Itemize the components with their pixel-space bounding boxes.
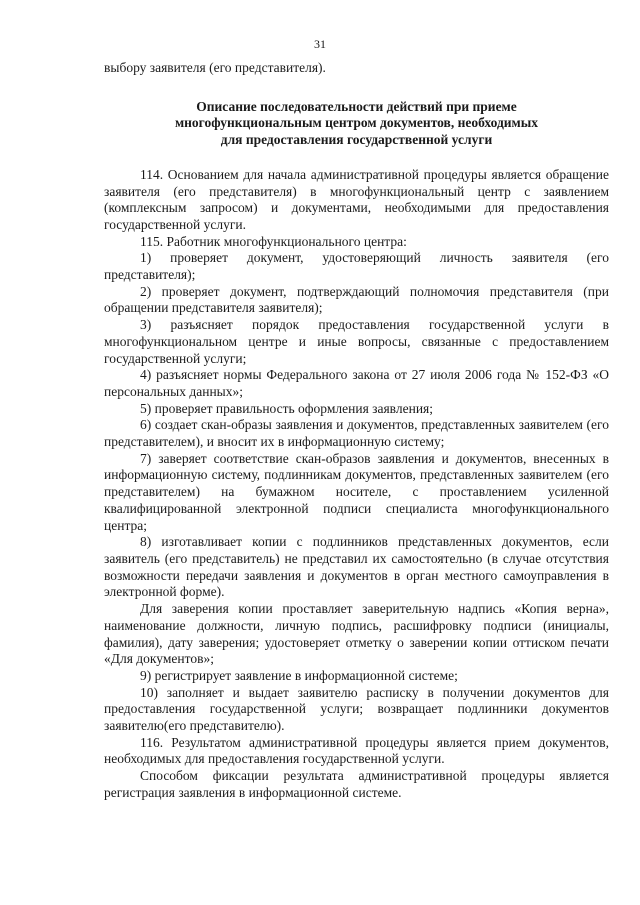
paragraph-114: 114. Основанием для начала административной процедуры является обращение заявителя (его представителя) в многофункциональный центр с заявлением (комплексным запросом) и документами, необходимыми для предоставления государственной услуги. bbox=[104, 166, 609, 232]
document-body bbox=[104, 60, 609, 802]
section-heading bbox=[104, 99, 609, 149]
list-item-6: 6) создает скан-образы заявления и документов, представленных заявителем (его представителем), и вносит их в информационную систему; bbox=[104, 417, 609, 450]
list-item-9: 9) регистрирует заявление в информационной системе; bbox=[140, 667, 458, 683]
heading-line-2: многофункциональным центром документов, необходимых bbox=[174, 115, 539, 131]
intro-line: выбору заявителя (его представителя). bbox=[104, 60, 326, 75]
list-item-10: 10) заполняет и выдает заявителю расписку в получении документов для предоставления государственной услуги; возвращает подлинники документов заявителю(его представителю). bbox=[104, 684, 609, 734]
paragraph-115: 115. Работник многофункционального центра: bbox=[140, 233, 407, 249]
copy-certification-paragraph: Для заверения копии проставляет заверительную надпись «Копия верна», наименование должности, личную подпись, расшифровку подписи (инициалы, фамилия), дату заверения; удостоверяет отметку о заверении копии оттиском печати «Для документов»; bbox=[104, 601, 609, 667]
list-item-7: 7) заверяет соответствие скан-образов заявления и документов, внесенных в информационную систему, подлинникам документов, представленных заявителем (его представителем) на бумажном носителе, с проставлением усиленной квалифицированной электронной подписи специалиста многофункционального центра; bbox=[104, 450, 609, 533]
list-item-2: 2) проверяет документ, подтверждающий полномочия представителя (при обращении представителя заявителя); bbox=[104, 283, 609, 316]
page-number: 31 bbox=[314, 37, 326, 51]
list-item-3: 3) разъясняет порядок предоставления государственной услуги в многофункциональном центре и иные вопросы, связанные с предоставлением государственной услуги; bbox=[104, 317, 609, 366]
heading-line-1: Описание последовательности действий при приеме bbox=[196, 98, 517, 114]
heading-line-3: для предоставления государственной услуги bbox=[220, 132, 493, 148]
fixation-paragraph: Способом фиксации результата административной процедуры является регистрация заявления в информационной системе. bbox=[104, 768, 609, 800]
list-item-8: 8) изготавливает копии с подлинников представленных документов, если заявитель (его представитель) не представил их самостоятельно (в случае отсутствия возможности передачи заявления и документов в орган местного самоуправления в электронной форме). bbox=[104, 534, 609, 600]
list-item-4: 4) разъясняет нормы Федерального закона от 27 июля 2006 года № 152-ФЗ «О персональных данных»; bbox=[104, 367, 609, 399]
paragraph-116: 116. Результатом административной процедуры является прием документов, необходимых для предоставления государственной услуги. bbox=[104, 734, 609, 767]
list-item-1: 1) проверяет документ, удостоверяющий личность заявителя (его представителя); bbox=[104, 250, 609, 283]
list-item-5: 5) проверяет правильность оформления заявления; bbox=[140, 400, 434, 416]
